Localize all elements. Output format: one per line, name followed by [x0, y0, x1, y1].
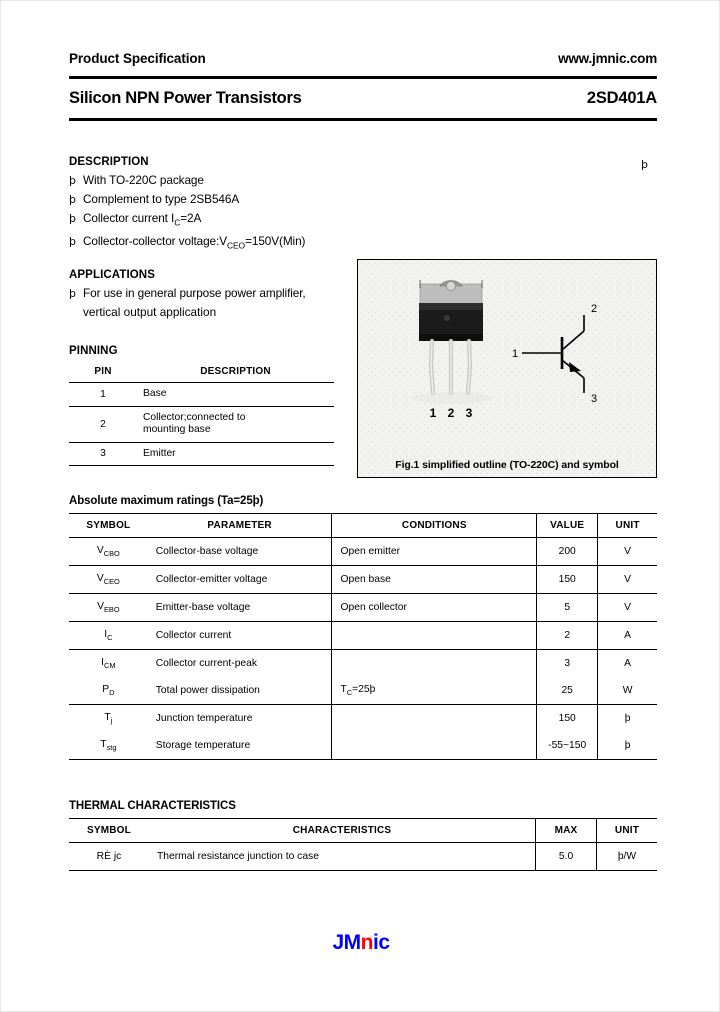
thermal-characteristics: Thermal resistance junction to case	[149, 843, 536, 871]
description-section	[69, 156, 369, 256]
pin-number: 3	[69, 442, 137, 466]
symbol-main: V	[96, 573, 104, 585]
ratings-parameter: Storage temperature	[148, 732, 332, 760]
page-title: Silicon NPN Power Transistors	[69, 89, 302, 107]
ratings-col-symbol: SYMBOL	[69, 514, 148, 538]
ratings-symbol	[69, 622, 148, 650]
symbol-subscript: CM	[104, 661, 116, 671]
thermal-title: THERMAL CHARACTERISTICS	[69, 800, 236, 812]
symbol-main: P	[102, 684, 110, 696]
figure-caption: Fig.1 simplified outline (TO-220C) and symbol	[395, 459, 619, 471]
table-header-row	[69, 514, 657, 538]
ratings-conditions: Open collector	[332, 594, 537, 622]
symbol-label-emitter: 3	[590, 393, 598, 405]
ratings-unit: þ	[598, 705, 657, 733]
thermal-col-characteristics: CHARACTERISTICS	[149, 819, 536, 843]
ratings-symbol	[69, 677, 148, 705]
header-rule-bottom	[69, 118, 657, 121]
applications-section	[69, 269, 369, 322]
pinning-col-description: DESCRIPTION	[200, 366, 271, 377]
ratings-symbol	[69, 732, 148, 760]
ratings-conditions	[332, 705, 537, 733]
ratings-conditions: Open emitter	[332, 538, 537, 566]
table-header-row	[69, 819, 657, 843]
bullet-icon: þ	[69, 212, 76, 225]
conditions-main: T	[340, 684, 347, 696]
ratings-parameter: Collector current-peak	[155, 658, 258, 670]
ratings-title: Absolute maximum ratings (Ta=25þ)	[69, 495, 264, 507]
ratings-unit: A	[598, 650, 657, 678]
pinning-table	[69, 363, 334, 466]
table-row	[69, 650, 657, 678]
description-item-tail: =150V(Min)	[245, 234, 306, 249]
table-row	[69, 442, 334, 466]
applications-item-line1: For use in general purpose power amplifier,	[83, 286, 306, 300]
package-pin-label-1: 1	[429, 406, 437, 420]
ratings-symbol	[69, 594, 148, 622]
applications-item	[69, 284, 369, 303]
ratings-value: 5	[537, 594, 598, 622]
description-item	[69, 171, 369, 190]
symbol-main: V	[97, 601, 104, 613]
ratings-symbol	[69, 538, 148, 566]
bullet-icon: þ	[69, 287, 76, 300]
symbol-main: T	[104, 712, 111, 724]
symbol-main: T	[100, 739, 107, 751]
pin-number: 2	[69, 406, 137, 442]
ratings-parameter: Junction temperature	[155, 713, 253, 725]
description-item-main: Collector current I	[83, 211, 175, 225]
symbol-main: I	[104, 629, 108, 641]
table-row	[69, 622, 657, 650]
ratings-symbol	[69, 566, 148, 594]
description-heading: DESCRIPTION	[69, 156, 149, 168]
table-row	[69, 843, 657, 871]
part-number: 2SD401A	[586, 89, 657, 107]
thermal-table	[69, 818, 657, 871]
bullet-icon: þ	[69, 174, 76, 187]
pinning-section	[69, 345, 334, 466]
ratings-symbol	[69, 705, 148, 733]
thermal-symbol: RÈ jc	[69, 843, 149, 871]
ratings-col-parameter: PARAMETER	[148, 514, 332, 538]
description-item-text: Complement to type 2SB546A	[83, 192, 240, 206]
header-website: www.jmnic.com	[558, 51, 657, 66]
header-rule-top	[69, 76, 657, 79]
logo-text-n: n	[360, 931, 373, 954]
description-item-text	[83, 209, 369, 232]
symbol-subscript: CBO	[103, 549, 120, 559]
ratings-unit: V	[598, 566, 657, 594]
table-row	[69, 677, 657, 705]
ratings-value: 150	[537, 705, 598, 733]
pinning-col-pin: PIN	[94, 366, 112, 377]
logo-text-ic: ic	[373, 931, 390, 954]
ratings-conditions	[332, 732, 537, 760]
description-item	[69, 209, 369, 232]
pin-description: Emitter	[137, 442, 334, 466]
table-row	[69, 406, 334, 442]
description-item	[69, 190, 369, 209]
ratings-symbol	[69, 650, 148, 678]
symbol-main: I	[101, 657, 105, 669]
table-row	[69, 705, 657, 733]
ratings-col-conditions: CONDITIONS	[332, 514, 537, 538]
ratings-col-unit: UNIT	[598, 514, 657, 538]
table-header-row	[69, 363, 334, 383]
page-title-row	[69, 89, 657, 108]
pin-description-line1: Collector;connected to	[143, 411, 246, 423]
ratings-parameter: Emitter-base voltage	[148, 594, 332, 622]
pin-description	[137, 406, 334, 442]
logo-text-jm: JM	[332, 931, 361, 954]
table-row	[69, 594, 657, 622]
symbol-main: V	[96, 545, 104, 556]
symbol-subscript: EBO	[103, 605, 120, 615]
bullet-icon: þ	[69, 235, 76, 249]
ratings-col-value: VALUE	[537, 514, 598, 538]
ratings-parameter: Collector-emitter voltage	[148, 566, 332, 594]
page-header	[69, 51, 657, 66]
description-item-text	[83, 232, 369, 255]
to220-package-image	[400, 270, 510, 430]
figure-panel	[357, 259, 657, 478]
ratings-value: 25	[537, 677, 598, 705]
ratings-value: -55~150	[537, 732, 598, 760]
stray-bullet-icon: þ	[641, 158, 648, 171]
applications-item-line2: vertical output application	[83, 305, 217, 319]
package-pin-label-3: 3	[465, 406, 473, 420]
ratings-parameter: Collector current	[148, 622, 332, 650]
thermal-characteristics-section	[69, 800, 657, 871]
description-item-subscript: C	[174, 217, 181, 228]
pin-description: Base	[137, 383, 334, 407]
package-pin-label-2: 2	[447, 406, 455, 420]
ratings-table	[69, 513, 657, 760]
pinning-heading: PINNING	[69, 345, 118, 357]
symbol-label-collector: 2	[590, 303, 598, 315]
ratings-unit: þ	[598, 732, 657, 760]
symbol-subscript: j	[110, 716, 113, 726]
table-row	[69, 566, 657, 594]
ratings-conditions	[332, 650, 537, 678]
thermal-col-max: MAX	[536, 819, 597, 843]
pin-number: 1	[69, 383, 137, 407]
pin-description-line2: mounting base	[143, 424, 211, 435]
ratings-conditions	[332, 622, 537, 650]
conditions-subscript: C	[346, 688, 353, 698]
thermal-col-symbol: SYMBOL	[69, 819, 149, 843]
symbol-subscript: C	[107, 633, 113, 643]
header-product-specification: Product Specification	[69, 51, 206, 66]
conditions-tail: =25þ	[352, 684, 376, 696]
description-item	[69, 232, 369, 255]
ratings-value: 3	[537, 650, 598, 678]
ratings-unit: V	[598, 594, 657, 622]
ratings-unit: V	[598, 538, 657, 566]
symbol-subscript: CEO	[103, 577, 120, 587]
ratings-value: 150	[537, 566, 598, 594]
bullet-icon: þ	[69, 193, 76, 206]
thermal-max: 5.0	[536, 843, 597, 871]
absolute-maximum-ratings-section	[69, 495, 657, 760]
table-row	[69, 383, 334, 407]
npn-transistor-symbol	[508, 298, 628, 408]
ratings-conditions	[332, 677, 537, 705]
table-row	[69, 538, 657, 566]
ratings-unit: W	[598, 677, 657, 705]
thermal-col-unit: UNIT	[596, 819, 657, 843]
ratings-conditions: Open base	[332, 566, 537, 594]
table-row	[69, 732, 657, 760]
description-item-tail: =2A	[180, 211, 202, 225]
description-item-subscript: CEO	[226, 240, 246, 251]
thermal-unit: þ/W	[596, 843, 657, 871]
description-item-text: With TO-220C package	[83, 173, 204, 187]
ratings-unit: A	[598, 622, 657, 650]
applications-heading: APPLICATIONS	[69, 269, 155, 281]
company-logo	[1, 931, 720, 955]
symbol-subscript: stg	[106, 743, 117, 753]
ratings-value: 2	[537, 622, 598, 650]
ratings-parameter: Collector-base voltage	[148, 538, 332, 566]
ratings-parameter: Total power dissipation	[148, 677, 332, 705]
symbol-label-base: 1	[511, 348, 519, 360]
symbol-subscript: D	[109, 688, 115, 698]
description-item-main: Collector-collector voltage:V	[83, 234, 227, 249]
ratings-value: 200	[537, 538, 598, 566]
